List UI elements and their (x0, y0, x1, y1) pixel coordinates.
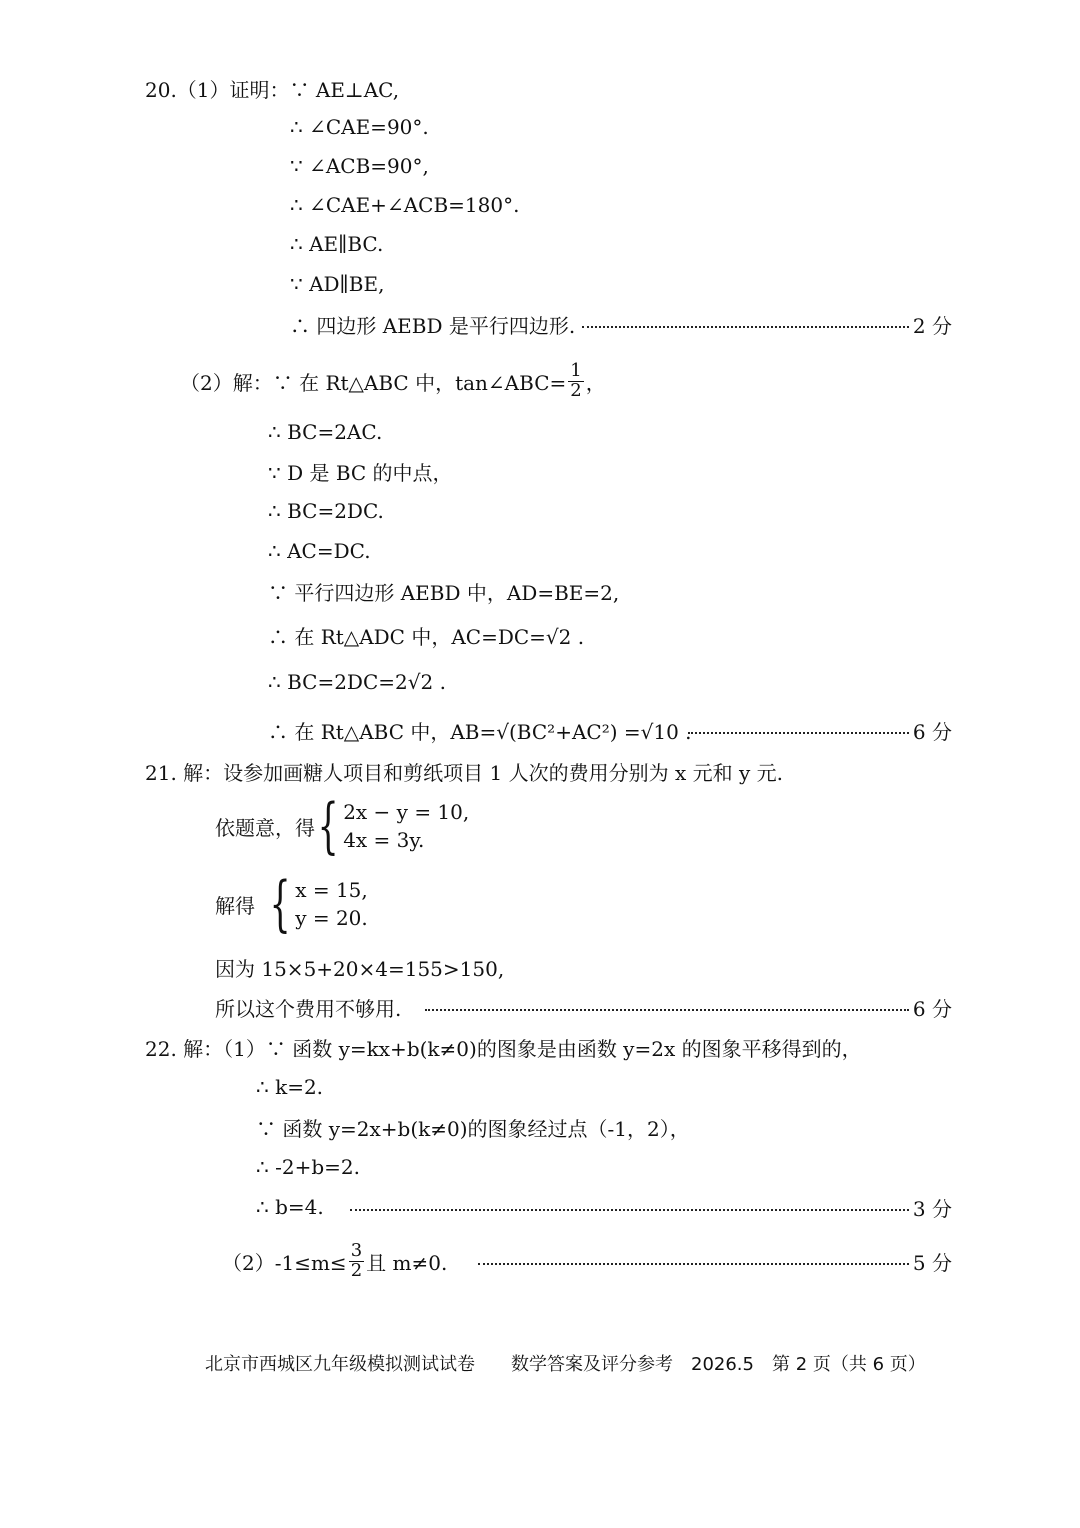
q20-part2-line: ∴ BC=2AC. (268, 420, 383, 444)
q22-part1-score-leader (350, 1187, 952, 1227)
q20-part2-line: ∵ 平行四边形 AEBD 中，AD=BE=2, (268, 580, 620, 605)
q21-score-leader (425, 987, 952, 1027)
q20-part1-line: ∴ 四边形 AEBD 是平行四边形. (290, 313, 576, 338)
q21-because: 因为 15×5+20×4=155>150, (215, 956, 505, 981)
q20-part1-line: 20.（1）证明：∵ AE⊥AC, (145, 77, 400, 102)
q21-conclusion: 所以这个费用不够用. (215, 996, 402, 1021)
q20-part1-score-leader (582, 304, 952, 344)
score-label: 2 分 (912, 313, 952, 338)
q20-part1-line: ∵ ∠ACB=90°, (290, 154, 429, 178)
q20-part2-line: ∴ 在 Rt△ABC 中，AB=√(BC²+AC²) =√10 . (268, 719, 692, 744)
dot-leader (582, 326, 909, 328)
fraction: $\frac{3}{2}$ (350, 1239, 363, 1281)
fraction: $\frac{1}{2}$ (570, 359, 582, 401)
q22-part1-line: ∴ k=2. (256, 1075, 324, 1099)
q20-part2-line: ∴ AC=DC. (268, 539, 371, 563)
q20-part2-line: ∴ 在 Rt△ADC 中，AC=DC=√2 . (268, 624, 585, 649)
q21-solution-system (215, 869, 368, 939)
q20-part2-line: ∴ BC=2DC. (268, 499, 384, 523)
dot-leader (478, 1263, 909, 1265)
q22-part1-line: 22. 解：（1）∵ 函数 y=kx+b(k≠0)的图象是由函数 y=2x 的图象平移得到的， (145, 1036, 862, 1061)
q22-part2: （2）-1≤m≤ $\frac{3}{2}$ 且 m≠0. (222, 1239, 448, 1281)
solution-row: x = 15, (295, 878, 368, 902)
dot-leader (350, 1209, 909, 1211)
equation-row: 4x = 3y. (343, 828, 425, 852)
dot-leader (688, 732, 909, 734)
q21-intro: 21. 解：设参加画糖人项目和剪纸项目 1 人次的费用分别为 x 元和 y 元. (145, 760, 783, 785)
solution-label: 解得 (215, 893, 255, 918)
q20-part1-line: ∵ AD∥BE, (290, 272, 385, 296)
q22-part1-line: ∴ b=4. (256, 1195, 324, 1219)
solution-row: y = 20. (295, 906, 368, 930)
equation-label: 依题意，得 (215, 815, 315, 840)
score-label: 5 分 (912, 1250, 952, 1275)
q21-equation-system (215, 791, 470, 861)
score-label: 6 分 (912, 996, 952, 1021)
q22-part1-line: ∵ 函数 y=2x+b(k≠0)的图象经过点（-1，2）， (256, 1116, 690, 1141)
q20-part2-line: ∵ D 是 BC 的中点， (268, 460, 453, 485)
q20-part2-line: ∴ BC=2DC=2√2 . (268, 670, 446, 694)
equation-row: 2x − y = 10, (343, 800, 470, 824)
q20-part1-line: ∴ AE∥BC. (290, 232, 384, 256)
dot-leader (425, 1009, 909, 1011)
q22-part1-line: ∴ -2+b=2. (256, 1155, 360, 1179)
q20-part2-score-leader (688, 710, 952, 750)
q20-part1-line: ∴ ∠CAE+∠ACB=180°. (290, 193, 520, 217)
page-footer: 北京市西城区九年级模拟测试试卷 数学答案及评分参考 2026.5 第 2 页（共 6 页） (205, 1354, 926, 1375)
brace-icon: { (269, 869, 291, 939)
score-label: 6 分 (912, 719, 952, 744)
q22-part2-score-leader (478, 1241, 952, 1281)
q20-part2-head: （2）解：∵ 在 Rt△ABC 中，tan∠ABC= $\frac{1}{2}$ ， (180, 359, 606, 401)
q20-part1-line: ∴ ∠CAE=90°. (290, 115, 429, 139)
brace-icon: { (317, 791, 339, 861)
score-label: 3 分 (912, 1196, 952, 1221)
